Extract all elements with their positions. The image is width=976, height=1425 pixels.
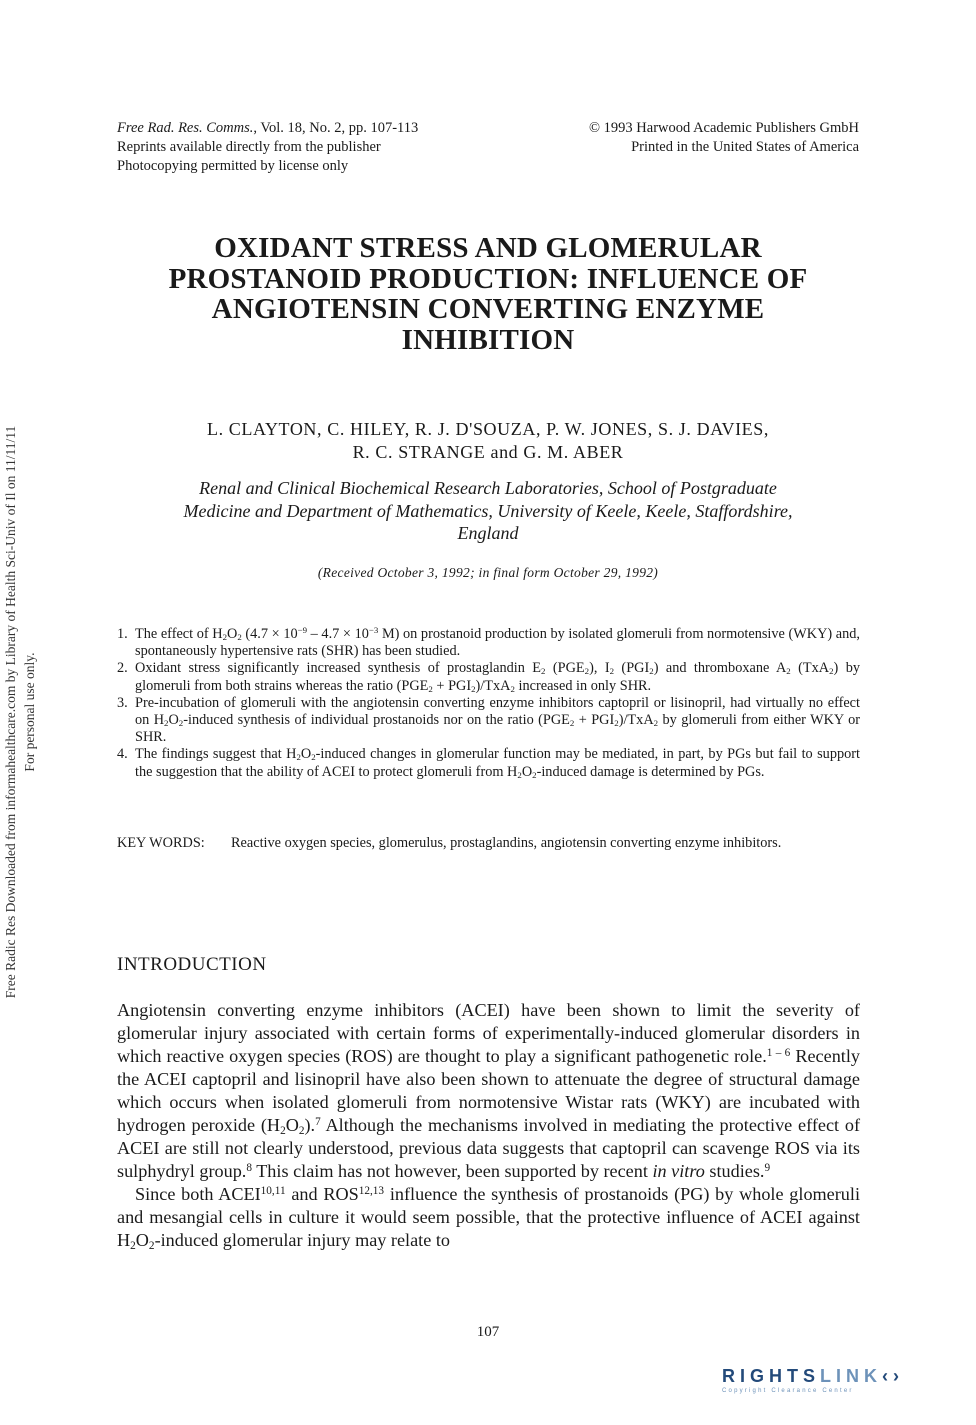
abstract <box>117 626 860 781</box>
rightslink-rights: RIGHTS <box>722 1366 821 1386</box>
subscript: 2 <box>280 1124 286 1137</box>
abstract-item <box>117 626 860 660</box>
text-run: O <box>521 763 533 780</box>
reprints-note: Reprints available directly from the publisher <box>117 139 381 155</box>
subscript: 2 <box>130 1239 136 1252</box>
keywords-text: Reactive oxygen species, glomerulus, prostaglandins, angiotensin converting enzyme inhibitors. <box>231 835 782 851</box>
affiliation <box>90 477 886 545</box>
abstract-item <box>117 746 860 780</box>
text-run: Since both ACEI <box>135 1184 261 1204</box>
text-run: Oxidant stress significantly increased synthesis of prostaglandin E <box>135 660 542 677</box>
item-number: 3. <box>117 694 128 711</box>
affiliation-line: Renal and Clinical Biochemical Research Laboratories, School of Postgraduate <box>199 478 777 498</box>
rightslink-link: LINK <box>820 1366 883 1386</box>
text-run: )/TxA <box>618 712 654 729</box>
paper-title <box>90 233 886 355</box>
subscript: 2 <box>311 752 316 763</box>
paragraph <box>117 999 860 1183</box>
running-header-left <box>117 119 418 176</box>
abstract-item <box>117 695 860 747</box>
text-run: -induced glomerular injury may relate to <box>154 1230 451 1250</box>
printed-note: Printed in the United States of America <box>631 139 859 155</box>
body-text <box>117 999 860 1252</box>
text-run: The effect of H <box>135 626 223 642</box>
item-number: 2. <box>117 660 128 677</box>
keywords-label: KEY WORDS: <box>117 835 205 851</box>
subscript: 2 <box>569 718 575 729</box>
keywords <box>117 835 860 853</box>
text-run: + PGI <box>432 677 472 694</box>
text-run: (PGI <box>614 660 650 677</box>
text-run: Pre-incubation of glomeruli with the angiotensin converting enzyme inhibitors captopril or lisinopril, had virtually no effect on H <box>135 694 860 729</box>
journal-volume: , Vol. 18, No. 2, pp. 107-113 <box>253 120 419 136</box>
running-header-right <box>515 119 859 157</box>
affiliation-line: Medicine and Department of Mathematics, University of Keele, Keele, Staffordshire, <box>183 500 793 521</box>
subscript: 2 <box>510 683 515 694</box>
title-line: ANGIOTENSIN CONVERTING ENZYME <box>211 293 765 325</box>
text-run: M) on prostanoid production by isolated glomeruli from normotensive (WKY) and, spontaneously hypertensive rats (SHR) has been studied. <box>135 626 860 660</box>
superscript: −3 <box>368 625 379 636</box>
citation-ref: 10,11 <box>260 1184 286 1197</box>
text-run: (TxA <box>790 660 830 677</box>
text-run: -induced damage is determined by PGs. <box>536 763 765 780</box>
author-line: L. CLAYTON, C. HILEY, R. J. D'SOUZA, P. W. JONES, S. J. DAVIES, <box>207 419 769 439</box>
subscript: 2 <box>164 718 169 729</box>
text-run: Recently the ACEI captopril and lisinopril have also been shown to attenuate the degree of structural damage which occurs when isolated glomeruli from normotensive Wistar rats (WKY) are incubated with hydrogen peroxide (H <box>117 1046 860 1135</box>
text-run: O <box>135 1230 149 1250</box>
subscript: 2 <box>237 632 242 643</box>
text-run: by glomeruli from either WKY or SHR. <box>135 712 860 746</box>
rightslink-arrows-icon: ‹› <box>882 1366 905 1386</box>
paragraph <box>117 1183 860 1252</box>
text-run: ) and thromboxane A <box>653 660 787 677</box>
text-run: influence the synthesis of prostanoids (PG) by whole glomeruli and mesangial cells in culture it would seem possible, that the protective influence of ACEI against H <box>117 1184 861 1250</box>
citation-ref: 9 <box>764 1161 771 1174</box>
superscript: −9 <box>297 625 308 636</box>
title-line: PROSTANOID PRODUCTION: INFLUENCE OF <box>168 262 808 295</box>
item-number: 4. <box>117 746 128 763</box>
text-run: )/TxA <box>475 677 511 694</box>
item-number: 1. <box>117 626 128 642</box>
subscript: 2 <box>532 769 537 780</box>
text-run: -induced changes in glomerular function may be mediated, in part, by PGs but fail to support the suggestion that the ability of ACEI to protect glomeruli from H <box>135 746 860 780</box>
text-run: -induced synthesis of individual prostanoids nor on the ratio (PGE <box>183 712 570 729</box>
watermark-line: For personal use only. <box>22 652 37 772</box>
text-run: and ROS <box>285 1184 359 1204</box>
text-run: O <box>285 1115 299 1135</box>
journal-name: Free Rad. Res. Comms. <box>117 120 254 136</box>
text-run: – 4.7 × 10 <box>307 626 369 642</box>
subscript: 2 <box>517 769 522 780</box>
download-watermark-text <box>1 426 39 998</box>
abstract-list <box>117 626 860 781</box>
subscript: 2 <box>609 666 615 677</box>
watermark-line: Free Radic Res Downloaded from informahealthcare.com by Library of Health Sci-Univ of Il on 11/11/11 <box>3 425 18 999</box>
subscript: 2 <box>614 718 619 729</box>
text-run: This claim has not however, been supported by recent <box>251 1161 653 1181</box>
text-run: O <box>227 626 238 642</box>
rightslink-wordmark <box>722 1366 957 1387</box>
subscript: 2 <box>653 718 659 729</box>
citation-ref: 12,13 <box>358 1184 385 1197</box>
text-run: studies. <box>704 1161 765 1181</box>
author-list <box>90 418 886 464</box>
affiliation-line: England <box>457 523 519 543</box>
section-heading: INTRODUCTION <box>117 954 267 975</box>
rightslink-tagline: Copyright Clearance Center <box>722 1388 854 1394</box>
subscript: 2 <box>541 666 546 677</box>
subscript: 2 <box>471 683 476 694</box>
received-dates: (Received October 3, 1992; in final form October 29, 1992) <box>317 565 659 580</box>
text-run: ), I <box>589 660 610 677</box>
subscript: 2 <box>829 666 834 677</box>
subscript: 2 <box>649 666 654 677</box>
text-run: ). <box>304 1115 316 1135</box>
copyright-note: © 1993 Harwood Academic Publishers GmbH <box>589 120 859 136</box>
italic-text: in vitro <box>652 1161 705 1181</box>
author-line: R. C. STRANGE and G. M. ABER <box>352 442 624 462</box>
text-run: (4.7 × 10 <box>241 626 298 642</box>
subscript: 2 <box>148 1239 155 1252</box>
text-run: + PGI <box>574 712 615 729</box>
subscript: 2 <box>298 1124 305 1137</box>
citation-ref: 1 – 6 <box>766 1046 791 1059</box>
text-run: ) by glomeruli from both strains whereas the ratio (PGE <box>135 660 860 694</box>
citation-ref: 7 <box>315 1115 321 1128</box>
text-run: O <box>168 712 179 729</box>
title-line: OXIDANT STRESS AND GLOMERULAR <box>214 232 762 264</box>
subscript: 2 <box>428 683 433 694</box>
text-run: (PGE <box>545 660 585 677</box>
text-run: Angiotensin converting enzyme inhibitors (ACEI) have been shown to limit the severity of glomerular injury associated with certain forms of experimentally-induced glomerular disorders in which reactive oxygen species (ROS) are thought to play a significant pathogenetic role. <box>117 1000 860 1066</box>
citation-ref: 8 <box>246 1161 252 1174</box>
abstract-item <box>117 660 860 694</box>
text-run: The findings suggest that H <box>135 746 297 763</box>
subscript: 2 <box>786 666 791 677</box>
title-line: INHIBITION <box>401 323 575 356</box>
subscript: 2 <box>296 752 301 763</box>
page-number: 107 <box>476 1324 500 1340</box>
text-run: Although the mechanisms involved in mediating the protective effect of ACEI are still not clearly understood, previous data suggests that captopril can scavenge ROS via its sulphydryl group. <box>117 1115 861 1181</box>
subscript: 2 <box>222 632 228 643</box>
subscript: 2 <box>584 666 590 677</box>
subscript: 2 <box>178 718 184 729</box>
text-run: increased in only SHR. <box>514 677 652 694</box>
text-run: O <box>300 746 312 763</box>
journal-citation <box>117 119 418 138</box>
photocopying-note: Photocopying permitted by license only <box>117 158 349 174</box>
rightslink-logo[interactable] <box>722 1366 957 1402</box>
